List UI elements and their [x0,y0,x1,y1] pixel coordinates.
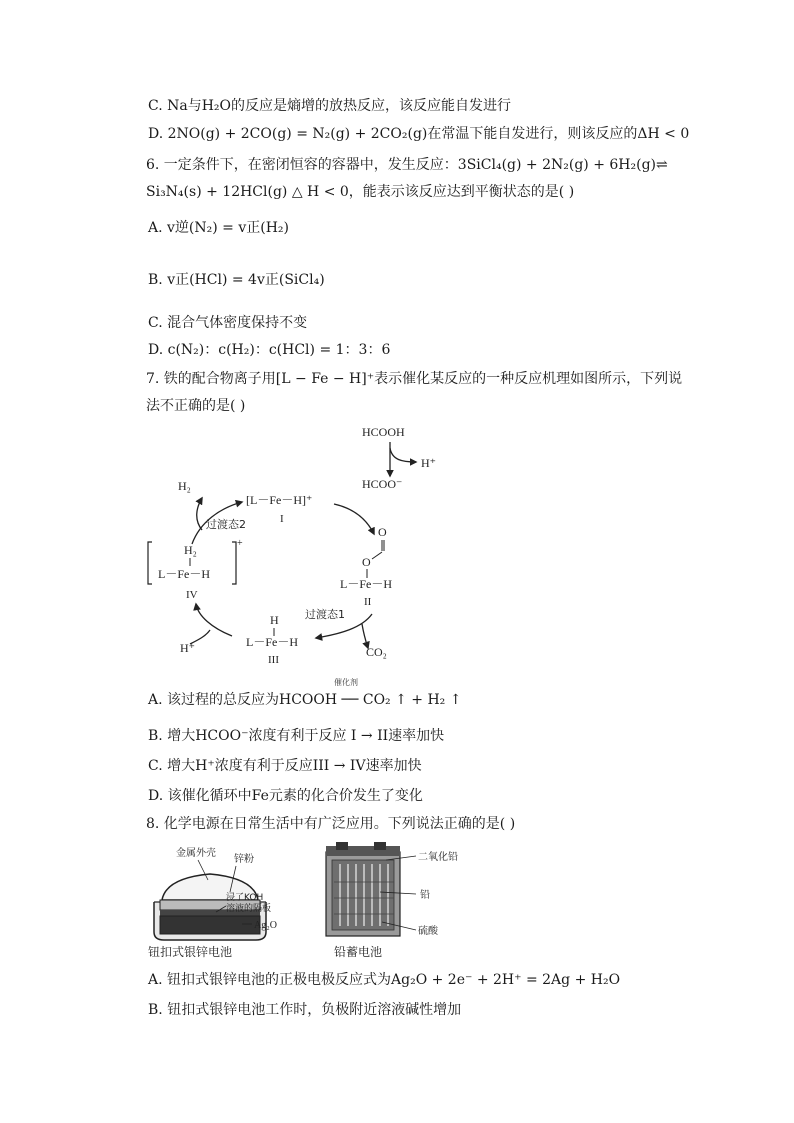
bound-h2: H₂ [184,543,197,557]
q5-option-d: D. 2NO(g) + 2CO(g) = N₂(g) + 2CO₂(g)在常温下能自发进行，则该反应的ΔH < 0 [148,126,690,142]
separator-label-2: 溶液的隔板 [226,904,272,914]
lead-acid-caption: 铅蓄电池 [334,945,383,959]
transition-state-2: 过渡态2 [206,518,246,531]
complex-ii: L－Fe－H [340,577,392,591]
catalyst-label: 催化剂 [334,678,358,687]
q8-stem: 8. 化学电源在日常生活中有广泛应用。下列说法正确的是( ) [146,816,516,832]
lead-acid-battery-figure [320,842,480,964]
q5-option-c: C. Na与H₂O的反应是熵增的放热反应，该反应能自发进行 [148,98,512,114]
sulfuric-acid-label: 硫酸 [418,926,438,937]
hcoo-label: HCOO⁻ [362,477,403,491]
q8-option-a: A. 钮扣式银锌电池的正极电极反应式为Ag₂O + 2e⁻ + 2H⁺ = 2Ag + H₂O [148,972,621,988]
hcooh-label: HCOOH [362,425,405,439]
co2-label: CO₂ [366,645,387,659]
q7-stem-line1: 7. 铁的配合物离子用[L − Fe − H]⁺表示催化某反应的一种反应机理如图所示，下列说 [146,371,683,387]
ag2o-label: Ag₂O [254,920,277,931]
h2-label: H₂ [178,479,191,493]
q6-option-d: D. c(N₂)：c(H₂)：c(HCl) = 1：3：6 [148,342,391,358]
metal-shell-label: 金属外壳 [176,848,216,859]
q6-option-a: A. v逆(N₂) = v正(H₂) [148,220,289,236]
hplus-top-label: H⁺ [421,456,436,470]
complex-iv: L－Fe－H [158,567,210,581]
transition-state-1: 过渡态1 [305,608,345,621]
catalytic-cycle-figure [140,418,460,668]
q6-stem-line2: Si₃N₄(s) + 12HCl(g) △ H < 0，能表示该反应达到平衡状态的是( ) [146,184,575,200]
q7-stem-line2: 法不正确的是( ) [146,398,246,414]
complex-iii-h: H [270,613,279,627]
q7-option-d: D. 该催化循环中Fe元素的化合价发生了变化 [148,788,423,804]
complex-ii-label: II [364,596,372,608]
q6-option-c: C. 混合气体密度保持不变 [148,315,308,331]
button-cell-caption: 钮扣式银锌电池 [148,945,233,959]
complex-iv-label: IV [186,589,198,601]
lead-label: 铅 [420,890,430,901]
q7-option-a: A. 该过程的总反应为HCOOH ── CO₂ ↑ + H₂ ↑ [148,692,462,708]
hplus-bottom-label: H⁺ [180,641,195,655]
complex-i: [L－Fe－H]⁺ [246,493,313,507]
separator-label-1: 浸了KOH [226,893,264,903]
zinc-powder-label: 锌粉 [234,854,254,865]
pbo2-label: 二氧化铅 [418,852,458,863]
complex-i-label: I [280,513,284,525]
complex-iv-plus: + [237,538,243,549]
q7-option-b: B. 增大HCOO⁻浓度有利于反应 I → II速率加快 [148,728,445,744]
complex-iii: L－Fe－H [246,635,298,649]
q7-option-c: C. 增大H⁺浓度有利于反应III → IV速率加快 [148,758,422,774]
q8-option-b: B. 钮扣式银锌电池工作时，负极附近溶液碱性增加 [148,1002,462,1018]
carbonyl-o: O [378,525,387,539]
q6-option-b: B. v正(HCl) = 4v正(SiCl₄) [148,272,325,288]
button-cell-figure [146,842,308,962]
ester-o: O [362,555,371,569]
complex-iii-label: III [268,654,279,666]
q6-stem-line1: 6. 一定条件下，在密闭恒容的容器中，发生反应：3SiCl₄(g) + 2N₂(g) + 6H₂(g)⇌ [146,157,668,173]
